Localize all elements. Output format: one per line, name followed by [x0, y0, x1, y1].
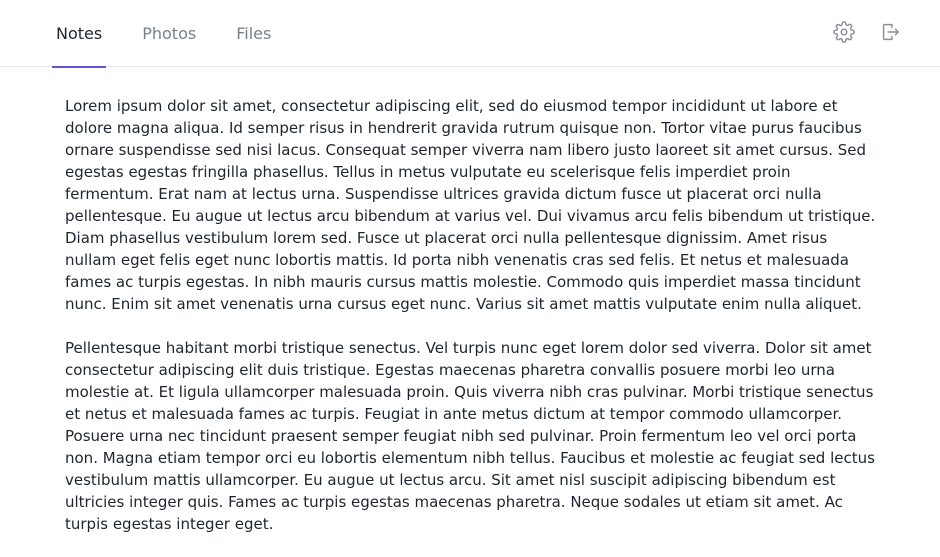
gear-icon [833, 21, 855, 43]
tab-files[interactable] [232, 0, 275, 67]
tab-photos[interactable] [138, 0, 200, 67]
tab-photos-label: Photos [142, 24, 197, 43]
top-navigation-bar [0, 0, 940, 67]
note-paragraph: Pellentesque habitant morbi tristique senectus. Vel turpis nunc eget lorem dolor sed viverra. Dolor sit amet consectetur adipiscing elit duis tristique. Egestas maecenas pharetra convallis posuere morbi leo urna molestie at. Et ligula ullamcorper malesuada proin. Quis viverra nibh cras pulvinar. Morbi tristique senectus et netus et malesuada fames ac turpis. Feugiat in ante metus dictum at tempor commodo ullamcorper. Posuere urna nec tincidunt praesent semper feugiat nibh sed pulvinar. Proin fermentum leo vel orci porta non. Magna etiam tempor orci eu lobortis elementum nibh tellus. Faucibus et molestie ac feugiat sed lectus vestibulum mattis ullamcorper. Eu augue ut lectus arcu. Sit amet nisl suscipit adipiscing bibendum est ultricies integer quis. Fames ac turpis egestas maecenas pharetra. Neque sodales ut etiam sit amet. Ac turpis egestas integer eget. [65, 339, 875, 533]
tab-notes[interactable] [52, 0, 106, 67]
tab-files-label: Files [236, 24, 272, 43]
tab-list [52, 0, 307, 67]
header-actions [832, 20, 902, 44]
settings-button[interactable] [832, 20, 856, 44]
logout-icon [879, 21, 901, 43]
tab-notes-label: Notes [56, 24, 103, 43]
logout-button[interactable] [878, 20, 902, 44]
note-paragraph: Lorem ipsum dolor sit amet, consectetur adipiscing elit, sed do eiusmod tempor incididunt ut labore et dolore magna aliqua. Id semper risus in hendrerit gravida rutrum quisque non. Tortor vitae purus faucibus ornare suspendisse sed nisi lacus. Consequat semper viverra nam libero justo laoreet sit amet cursus. Sed egestas egestas fringilla phasellus. Tellus in metus vulputate eu scelerisque felis imperdiet proin fermentum. Erat nam at lectus urna. Suspendisse ultrices gravida dictum fusce ut placerat orci nulla pellentesque. Eu augue ut lectus arcu bibendum at varius vel. Dui vivamus arcu felis bibendum ut tristique. Diam phasellus vestibulum lorem sed. Fusce ut placerat orci nulla pellentesque dignissim. Amet risus nullam eget felis eget nunc lobortis mattis. Id porta nibh venenatis cras sed felis. Et netus et malesuada fames ac turpis egestas. In nibh mauris cursus mattis molestie. Commodo quis imperdiet massa tincidunt nunc. Enim sit amet venenatis urna cursus eget nunc. Varius sit amet mattis vulputate enim nulla aliquet. [65, 97, 876, 313]
note-content [65, 95, 877, 557]
